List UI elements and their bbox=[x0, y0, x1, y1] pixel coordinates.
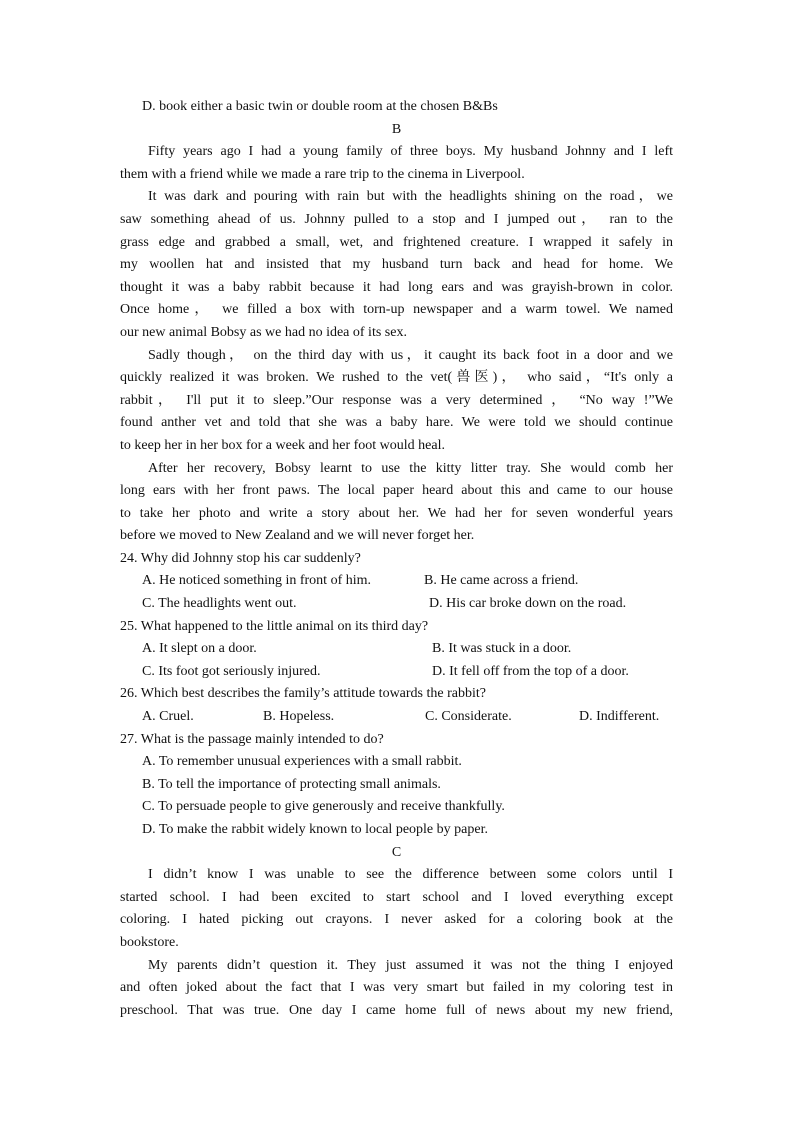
option-b: B. He came across a friend. bbox=[424, 573, 579, 589]
question-25 bbox=[120, 616, 673, 684]
passage-line: preschool. That was true. One day I came home full of news about my new friend, bbox=[120, 1002, 673, 1018]
passage-line: them with a friend while we made a rare trip to the cinema in Liverpool. bbox=[120, 166, 525, 182]
passage-line: to keep her in her box for a week and her foot would heal. bbox=[120, 437, 445, 453]
option-c: C. Considerate. bbox=[425, 709, 512, 725]
passage-line: Fifty years ago I had a young family of three boys. My husband Johnny and I left bbox=[148, 144, 673, 160]
option-row bbox=[120, 638, 673, 661]
option-b: B. Hopeless. bbox=[263, 709, 335, 725]
passage-line: before we moved to New Zealand and we will never forget her. bbox=[120, 528, 475, 544]
passage-line: found anther vet and told that she was a baby hare. We were told we should continue bbox=[120, 415, 673, 431]
passage-line: my woollen hat and insisted that my husband turn back and head for home. We bbox=[120, 257, 673, 273]
passage-line: Sadly though， on the third day with us，it caught its back foot in a door and we bbox=[148, 347, 673, 363]
option-a: A. It slept on a door. bbox=[142, 641, 257, 657]
passage-line: our new animal Bobsy as we had no idea of its sex. bbox=[120, 324, 407, 340]
passage-line: rabbit， I'll put it to sleep.”Our response was a very determined ， “No way !”We bbox=[120, 392, 673, 408]
question-stem: 25. What happened to the little animal on its third day? bbox=[120, 618, 429, 634]
previous-question-option-d: D. book either a basic twin or double room at the chosen B&Bs bbox=[142, 99, 498, 114]
passage-line: bookstore. bbox=[120, 934, 179, 950]
option-a: A. To remember unusual experiences with a small rabbit. bbox=[142, 754, 462, 770]
passage-line: After her recovery, Bobsy learnt to use the kitty litter tray. She would comb her bbox=[148, 460, 673, 476]
passage-line: quickly realized it was broken. We rushed to the vet(兽医)， who said，“It's only a bbox=[120, 370, 673, 386]
option-d: D. His car broke down on the road. bbox=[429, 596, 627, 612]
passage-line: It was dark and pouring with rain but with the headlights shining on the road，we bbox=[148, 189, 673, 205]
option-b: B. To tell the importance of protecting small animals. bbox=[142, 776, 441, 792]
option-c: C. Its foot got seriously injured. bbox=[142, 663, 321, 679]
option-c: C. To persuade people to give generously and receive thankfully. bbox=[142, 799, 505, 815]
option-a: A. He noticed something in front of him. bbox=[142, 573, 372, 589]
option-row bbox=[120, 706, 673, 729]
option-row bbox=[120, 593, 673, 616]
passage-line: long ears with her front paws. The local paper heard about this and came to our house bbox=[120, 483, 673, 499]
passage-line: started school. I had been excited to start school and I loved everything except bbox=[120, 889, 673, 905]
section-c-passage bbox=[120, 864, 673, 1022]
passage-line: My parents didn’t question it. They just assumed it was not the thing I enjoyed bbox=[148, 957, 673, 973]
option-a: A. Cruel. bbox=[142, 709, 194, 725]
passage-line: thought it was a baby rabbit because it had long ears and was grayish-brown in color. bbox=[120, 279, 673, 295]
option-row bbox=[120, 570, 673, 593]
question-27 bbox=[120, 729, 673, 842]
passage-line: to take her photo and write a story about her. We had her for seven wonderful years bbox=[120, 505, 673, 521]
question-stem: 27. What is the passage mainly intended to do? bbox=[120, 731, 384, 747]
section-b-passage bbox=[120, 141, 673, 548]
question-stem: 26. Which best describes the family’s attitude towards the rabbit? bbox=[120, 686, 486, 702]
document-body bbox=[120, 96, 673, 1022]
passage-line: Once home， we filled a box with torn-up newspaper and a warm towel. We named bbox=[120, 302, 673, 318]
question-26 bbox=[120, 683, 673, 728]
passage-line: and often joked about the fact that I was very smart but failed in my coloring test in bbox=[120, 980, 673, 996]
passage-line: I didn’t know I was unable to see the difference between some colors until I bbox=[148, 867, 673, 883]
passage-line: grass edge and grabbed a small, wet, and frightened creature. I wrapped it safely in bbox=[120, 234, 673, 250]
passage-line: saw something ahead of us. Johnny pulled to a stop and I jumped out， ran to the bbox=[120, 211, 673, 227]
section-b-heading: B bbox=[391, 121, 402, 137]
passage-line: coloring. I hated picking out crayons. I never asked for a coloring book at the bbox=[120, 912, 673, 928]
option-d: D. It fell off from the top of a door. bbox=[432, 663, 629, 679]
question-stem: 24. Why did Johnny stop his car suddenly? bbox=[120, 550, 361, 566]
option-row bbox=[120, 661, 673, 684]
option-c: C. The headlights went out. bbox=[142, 596, 297, 612]
option-d: D. Indifferent. bbox=[579, 709, 660, 725]
question-24 bbox=[120, 548, 673, 616]
section-c-heading: C bbox=[391, 844, 402, 860]
option-d: D. To make the rabbit widely known to local people by paper. bbox=[142, 822, 488, 837]
option-b: B. It was stuck in a door. bbox=[432, 641, 572, 657]
